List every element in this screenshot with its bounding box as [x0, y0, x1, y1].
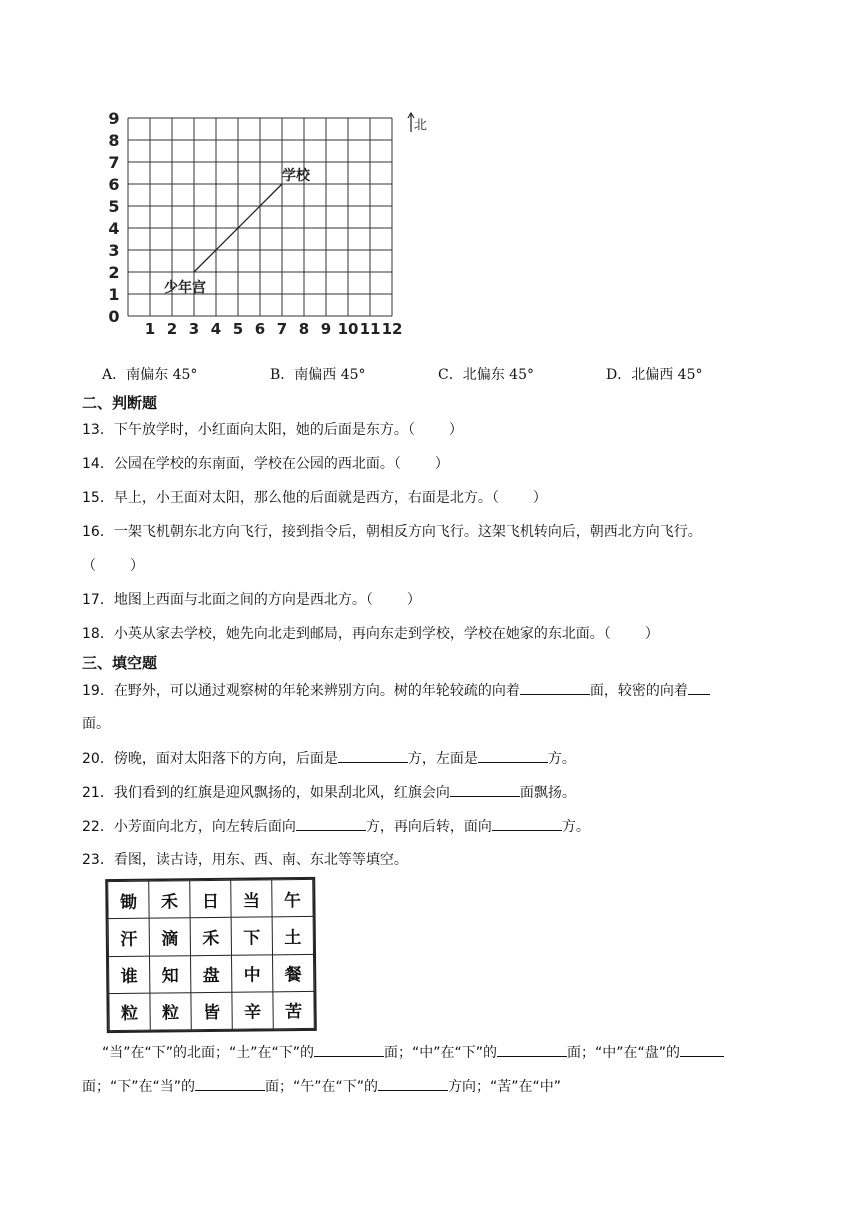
question-text: 面；“下”在“当”的: [82, 1079, 196, 1095]
question-23: [82, 850, 408, 870]
question-23-line2: [82, 1076, 561, 1097]
poem-char: 知: [150, 955, 191, 993]
question-text: 方向；“苦”在“中”: [448, 1079, 562, 1095]
question-18: [82, 624, 659, 644]
coordinate-grid-figure: [108, 108, 428, 340]
x-tick-label: 11: [359, 320, 381, 338]
x-tick-label: 10: [337, 320, 359, 338]
question-20: [82, 748, 576, 769]
x-tick-label: 3: [188, 320, 200, 338]
question-16: [82, 522, 702, 542]
question-text: 22．小芳面向北方，向左转后面向: [82, 819, 296, 835]
option-letter: B．: [270, 367, 295, 383]
question-14: [82, 454, 449, 474]
question-text: 面。: [82, 716, 110, 732]
answer-blank[interactable]: [497, 1042, 567, 1057]
question-text: 方，左面是: [407, 751, 478, 767]
y-tick-label: 9: [108, 109, 120, 128]
answer-blank[interactable]: [338, 748, 408, 763]
y-tick-label: 5: [108, 197, 120, 216]
paren-open: （: [82, 558, 96, 574]
question-22: [82, 816, 590, 837]
y-tick-label: 0: [108, 307, 120, 326]
paren-close: ）: [406, 592, 421, 608]
section-title-judgement: 二、判断题: [82, 394, 158, 412]
option-letter: C．: [438, 367, 463, 383]
y-tick-label: 1: [108, 285, 120, 304]
poem-char: 当: [231, 880, 272, 918]
y-tick-label: 4: [108, 219, 120, 238]
option-text: 南偏西 45°: [294, 367, 366, 383]
question-19-line2: [82, 714, 110, 734]
question-text: 面；“午”在“下”的: [265, 1079, 379, 1095]
option-letter: D．: [606, 367, 632, 383]
question-text: 23．看图，读古诗，用东、西、南、东北等等填空。: [82, 852, 408, 868]
option-d[interactable]: [606, 364, 703, 384]
question-text: 17．地图上西面与北面之间的方向是西北方。（: [82, 592, 373, 608]
x-tick-label: 9: [320, 320, 332, 338]
option-b[interactable]: [270, 364, 366, 384]
poem-char: 粒: [109, 993, 150, 1031]
question-text: 面飘扬。: [519, 785, 576, 801]
answer-blank[interactable]: [478, 748, 548, 763]
answer-blank[interactable]: [450, 782, 520, 797]
x-tick-label: 4: [210, 320, 222, 338]
poem-char: 谁: [109, 956, 150, 994]
question-text: 14．公园在学校的东南面，学校在公园的西北面。（: [82, 456, 401, 472]
x-tick-label: 12: [381, 320, 403, 338]
question-text: 16．一架飞机朝东北方向飞行，接到指令后，朝相反方向飞行。这架飞机转向后，朝西北方向飞行。: [82, 524, 702, 540]
paren-close: ）: [532, 490, 547, 506]
question-13: [82, 420, 463, 440]
question-15: [82, 488, 547, 508]
y-tick-label: 2: [108, 263, 120, 282]
y-tick-label: 3: [108, 241, 120, 260]
poem-char: 苦: [273, 991, 314, 1029]
paren-close: ）: [448, 422, 463, 438]
question-17: [82, 590, 421, 610]
x-tick-labels: [145, 320, 403, 338]
label-school: 学校: [282, 168, 310, 184]
x-tick-label: 5: [232, 320, 244, 338]
option-text: 北偏西 45°: [631, 367, 703, 383]
poem-character-grid: [105, 877, 317, 1033]
option-letter: A．: [102, 367, 127, 383]
poem-char: 汗: [108, 918, 149, 956]
answer-blank[interactable]: [378, 1076, 448, 1091]
paren-close: ）: [434, 456, 449, 472]
question-text: 21．我们看到的红旗是迎风飘扬的，如果刮北风，红旗会向: [82, 785, 450, 801]
option-c[interactable]: [438, 364, 534, 384]
x-tick-label: 2: [166, 320, 178, 338]
option-text: 北偏东 45°: [462, 367, 534, 383]
answer-blank[interactable]: [680, 1042, 724, 1057]
poem-char: 日: [190, 880, 231, 918]
question-19: [82, 680, 710, 701]
y-tick-label: 8: [108, 131, 120, 150]
question-text: 方，再向后转，面向: [365, 819, 492, 835]
poem-char: 禾: [149, 881, 190, 919]
y-tick-label: 6: [108, 175, 120, 194]
poem-char: 禾: [190, 918, 231, 956]
answer-blank[interactable]: [688, 680, 710, 695]
poem-char: 辛: [232, 992, 273, 1030]
poem-char: 餐: [272, 954, 313, 992]
question-text: 方。: [547, 751, 576, 767]
question-text: 面；“中”在“下”的: [384, 1045, 498, 1061]
question-23-line1: [102, 1042, 724, 1063]
y-tick-label: 7: [108, 153, 120, 172]
question-text: 方。: [561, 819, 590, 835]
question-21: [82, 782, 576, 803]
answer-blank[interactable]: [520, 680, 590, 695]
x-tick-label: 1: [144, 320, 156, 338]
poem-char: 锄: [108, 881, 149, 919]
question-text: 20．傍晚，面对太阳落下的方向，后面是: [82, 751, 338, 767]
question-text: 19．在野外，可以通过观察树的年轮来辨别方向。树的年轮较疏的向着: [82, 683, 520, 699]
poem-char: 滴: [149, 918, 190, 956]
poem-char: 土: [272, 917, 313, 955]
answer-blank[interactable]: [296, 816, 366, 831]
x-tick-label: 7: [276, 320, 288, 338]
question-text: 面，较密的向着: [589, 683, 688, 699]
question-text: 面；“中”在“盘”的: [567, 1045, 681, 1061]
poem-char: 盘: [191, 955, 232, 993]
answer-blank[interactable]: [195, 1076, 265, 1091]
answer-blank[interactable]: [314, 1042, 384, 1057]
answer-blank[interactable]: [492, 816, 562, 831]
question-text: 15．早上，小王面对太阳，那么他的后面就是西方，右面是北方。（: [82, 490, 499, 506]
x-tick-label: 8: [298, 320, 310, 338]
option-a[interactable]: [102, 364, 197, 384]
question-text: 13．下午放学时，小红面向太阳，她的后面是东方。（: [82, 422, 415, 438]
poem-char: 午: [272, 879, 313, 917]
y-tick-labels: [108, 109, 119, 326]
question-text: “当”在“下”的北面；“土”在“下”的: [102, 1045, 315, 1061]
poem-char: 下: [231, 917, 272, 955]
question-text: 18．小英从家去学校，她先向北走到邮局，再向东走到学校，学校在她家的东北面。（: [82, 626, 611, 642]
paren-close: ）: [644, 626, 659, 642]
north-label: 北: [414, 118, 428, 133]
poem-char: 中: [231, 954, 272, 992]
label-youth-palace: 少年宫: [164, 280, 206, 296]
poem-char: 粒: [150, 992, 191, 1030]
poem-char: 皆: [191, 992, 232, 1030]
x-tick-label: 6: [254, 320, 266, 338]
option-text: 南偏东 45°: [126, 367, 198, 383]
paren-close: ）: [130, 558, 144, 574]
question-16-line2: [82, 556, 144, 576]
section-title-fill-blank: 三、填空题: [82, 654, 158, 672]
